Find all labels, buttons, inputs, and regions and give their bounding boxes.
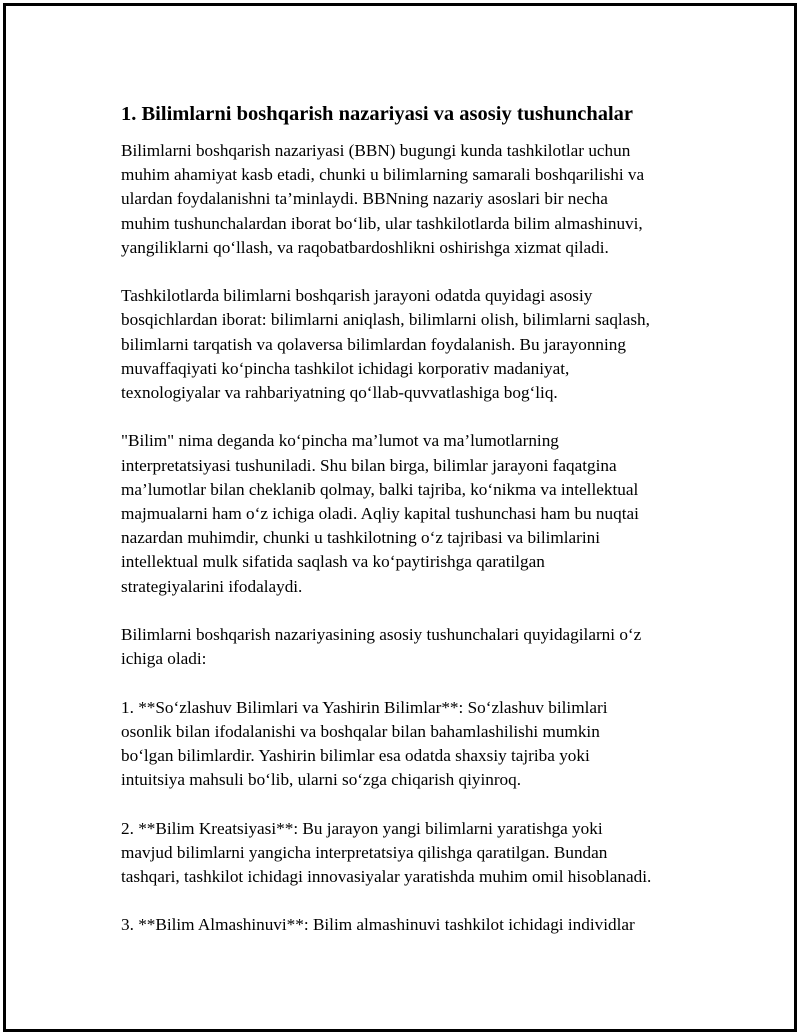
paragraph: [121, 817, 701, 890]
paragraph-line: ichiga oladi:: [121, 649, 207, 669]
paragraph: [121, 623, 701, 671]
paragraph-line: bilimlarni tarqatish va qolaversa bilimlardan foydalanish. Bu jarayonning: [121, 334, 626, 354]
paragraph-line: 3. **Bilim Almashinuvi**: Bilim almashinuvi tashkilot ichidagi individlar: [121, 915, 635, 935]
paragraph-line: tashqari, tashkilot ichidagi innovasiyalar yaratishda muhim omil hisoblanadi.: [121, 867, 652, 887]
paragraph: [121, 429, 701, 598]
document-content: [121, 101, 701, 962]
paragraph-line: strategiyalarini ifodalaydi.: [121, 576, 303, 596]
paragraph-line: muhim ahamiyat kasb etadi, chunki u bilimlarning samarali boshqarilishi va: [121, 165, 645, 185]
paragraph-line: interpretatsiyasi tushuniladi. Shu bilan birga, bilimlar jarayoni faqatgina: [121, 455, 617, 475]
paragraph: [121, 139, 701, 260]
paragraph-line: yangiliklarni qo‘llash, va raqobatbardoshlikni oshirishga xizmat qiladi.: [121, 237, 609, 257]
paragraph-line: ulardan foydalanishni ta’minlaydi. BBNning nazariy asoslari bir necha: [121, 189, 608, 209]
paragraph-line: bo‘lgan bilimlardir. Yashirin bilimlar esa odatda shaxsiy tajriba yoki: [121, 746, 590, 766]
document-body: [121, 139, 701, 938]
paragraph-line: texnologiyalar va rahbariyatning qo‘llab-quvvatlashiga bog‘liq.: [121, 383, 558, 403]
paragraph-line: nazardan muhimdir, chunki u tashkilotning o‘z tajribasi va bilimlarini: [121, 528, 601, 548]
paragraph-line: 2. **Bilim Kreatsiyasi**: Bu jarayon yangi bilimlarni yaratishga yoki: [121, 818, 603, 838]
paragraph-line: intellektual mulk sifatida saqlash va ko‘paytirishga qaratilgan: [121, 552, 545, 572]
paragraph-line: majmualarni ham o‘z ichiga oladi. Aqliy kapital tushunchasi ham bu nuqtai: [121, 504, 639, 524]
paragraph-line: "Bilim" nima deganda ko‘pincha ma’lumot va ma’lumotlarning: [121, 431, 559, 451]
paragraph-line: muhim tushunchalardan iborat bo‘lib, ular tashkilotlarda bilim almashinuvi,: [121, 213, 643, 233]
paragraph-line: Tashkilotlarda bilimlarni boshqarish jarayoni odatda quyidagi asosiy: [121, 286, 593, 306]
paragraph-line: mavjud bilimlarni yangicha interpretatsiya qilishga qaratilgan. Bundan: [121, 842, 608, 862]
paragraph-line: Bilimlarni boshqarish nazariyasining asosiy tushunchalari quyidagilarni o‘z: [121, 625, 642, 645]
paragraph-line: Bilimlarni boshqarish nazariyasi (BBN) bugungi kunda tashkilotlar uchun: [121, 141, 631, 160]
paragraph-line: ma’lumotlar bilan cheklanib qolmay, balki tajriba, ko‘nikma va intellektual: [121, 479, 639, 499]
paragraph-line: bosqichlardan iborat: bilimlarni aniqlash, bilimlarni olish, bilimlarni saqlash,: [121, 310, 650, 330]
paragraph-line: 1. **So‘zlashuv Bilimlari va Yashirin Bilimlar**: So‘zlashuv bilimlari: [121, 697, 608, 717]
paragraph: [121, 913, 701, 937]
paragraph: [121, 696, 701, 793]
document-title: 1. Bilimlarni boshqarish nazariyasi va asosiy tushunchalar: [121, 103, 634, 125]
paragraph-line: muvaffaqiyati ko‘pincha tashkilot ichidagi korporativ madaniyat,: [121, 358, 570, 378]
paragraph-line: osonlik bilan ifodalanishi va boshqalar bilan bahamlashilishi mumkin: [121, 721, 600, 741]
page-frame: [3, 3, 797, 1032]
paragraph-line: intuitsiya mahsuli bo‘lib, ularni so‘zga chiqarish qiyinroq.: [121, 770, 522, 790]
paragraph: [121, 284, 701, 405]
